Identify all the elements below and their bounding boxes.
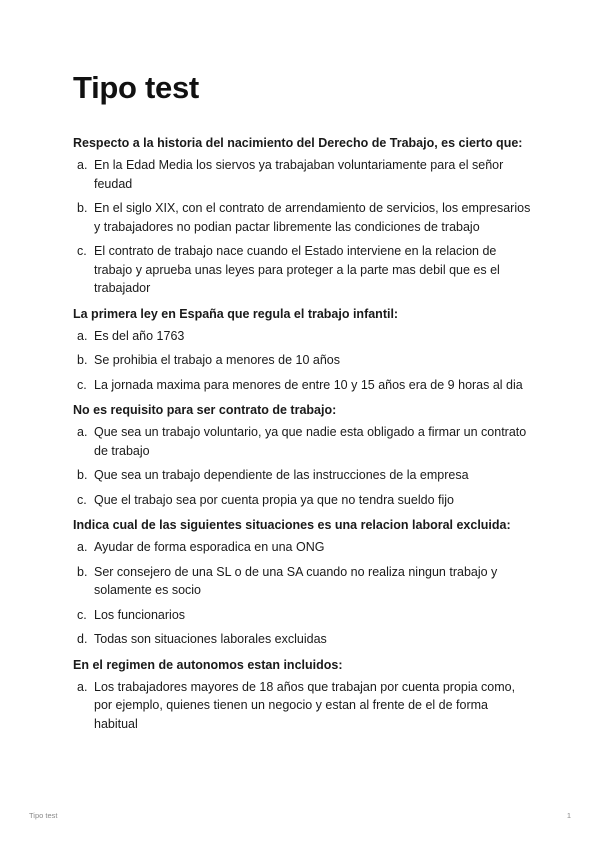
- question-list: [73, 134, 533, 740]
- option-letter: b.: [77, 564, 88, 579]
- option-text: Todas son situaciones laborales excluidas: [94, 632, 327, 646]
- option-a: [73, 327, 533, 346]
- option-text: Que sea un trabajo voluntario, ya que nadie esta obligado a firmar un contrato de trabajo: [94, 425, 527, 458]
- option-text: Los trabajadores mayores de 18 años que trabajan por cuenta propia como, por ejemplo, quienes tienen un negocio y estan al frente de el de forma habitual: [94, 679, 516, 731]
- option-text: La jornada maxima para menores de entre 10 y 15 años era de 9 horas al dia: [94, 377, 523, 392]
- option-text: En la Edad Media los siervos ya trabajaban voluntariamente para el señor feudad: [94, 158, 504, 191]
- question-text: Indica cual de las siguientes situaciones es una relacion laboral excluida:: [73, 518, 511, 532]
- option-letter: b.: [77, 353, 88, 367]
- option-list: [73, 327, 533, 395]
- question-3: [73, 401, 533, 509]
- question-2: [73, 305, 533, 395]
- option-letter: c.: [77, 607, 87, 622]
- question-1: [73, 134, 533, 298]
- option-letter: a.: [77, 679, 88, 694]
- option-letter: b.: [77, 201, 88, 215]
- option-text: Es del año 1763: [94, 328, 185, 343]
- option-letter: c.: [77, 492, 87, 507]
- option-text: Se prohibia el trabajo a menores de 10 años: [94, 353, 340, 367]
- option-list: [73, 156, 533, 298]
- option-list: [73, 423, 533, 509]
- option-a: [73, 538, 533, 557]
- option-c: [73, 242, 533, 298]
- footer-document-title: Tipo test: [29, 811, 58, 820]
- question-text: No es requisito para ser contrato de trabajo:: [73, 403, 337, 417]
- option-b: [73, 199, 533, 236]
- page-title: Tipo test: [73, 70, 199, 105]
- option-letter: a.: [77, 540, 88, 554]
- option-b: [73, 563, 533, 600]
- option-text: En el siglo XIX, con el contrato de arrendamiento de servicios, los empresarios y trabajadores no podian pactar libremente las condiciones de trabajo: [94, 201, 531, 234]
- question-5: [73, 656, 533, 734]
- option-letter: a.: [77, 425, 88, 439]
- option-a: [73, 678, 533, 734]
- option-a: [73, 156, 533, 193]
- option-letter: a.: [77, 328, 88, 343]
- option-list: [73, 678, 533, 734]
- option-text: Que el trabajo sea por cuenta propia ya que no tendra sueldo fijo: [94, 492, 454, 507]
- option-b: [73, 351, 533, 370]
- option-b: [73, 466, 533, 485]
- option-list: [73, 538, 533, 649]
- question-text: La primera ley en España que regula el trabajo infantil:: [73, 306, 399, 321]
- option-text: Ser consejero de una SL o de una SA cuando no realiza ningun trabajo y solamente es socio: [94, 564, 498, 597]
- option-a: [73, 423, 533, 460]
- option-letter: d.: [77, 632, 88, 646]
- option-letter: b.: [77, 468, 88, 482]
- option-letter: c.: [77, 244, 87, 258]
- option-text: Ayudar de forma esporadica en una ONG: [94, 540, 325, 554]
- option-text: El contrato de trabajo nace cuando el Estado interviene en la relacion de trabajo y aprueba unas leyes para proteger a la parte mas debil que es el trabajador: [94, 244, 500, 295]
- question-text: Respecto a la historia del nacimiento del Derecho de Trabajo, es cierto que:: [73, 136, 523, 150]
- question-4: [73, 516, 533, 649]
- option-c: [73, 606, 533, 625]
- option-letter: a.: [77, 158, 88, 172]
- option-text: Los funcionarios: [94, 607, 186, 622]
- option-d: [73, 630, 533, 649]
- option-letter: c.: [77, 377, 87, 392]
- option-text: Que sea un trabajo dependiente de las instrucciones de la empresa: [94, 468, 469, 482]
- option-c: [73, 491, 533, 510]
- option-c: [73, 376, 533, 395]
- question-text: En el regimen de autonomos estan incluidos:: [73, 657, 343, 672]
- footer-page-number: 1: [566, 811, 571, 820]
